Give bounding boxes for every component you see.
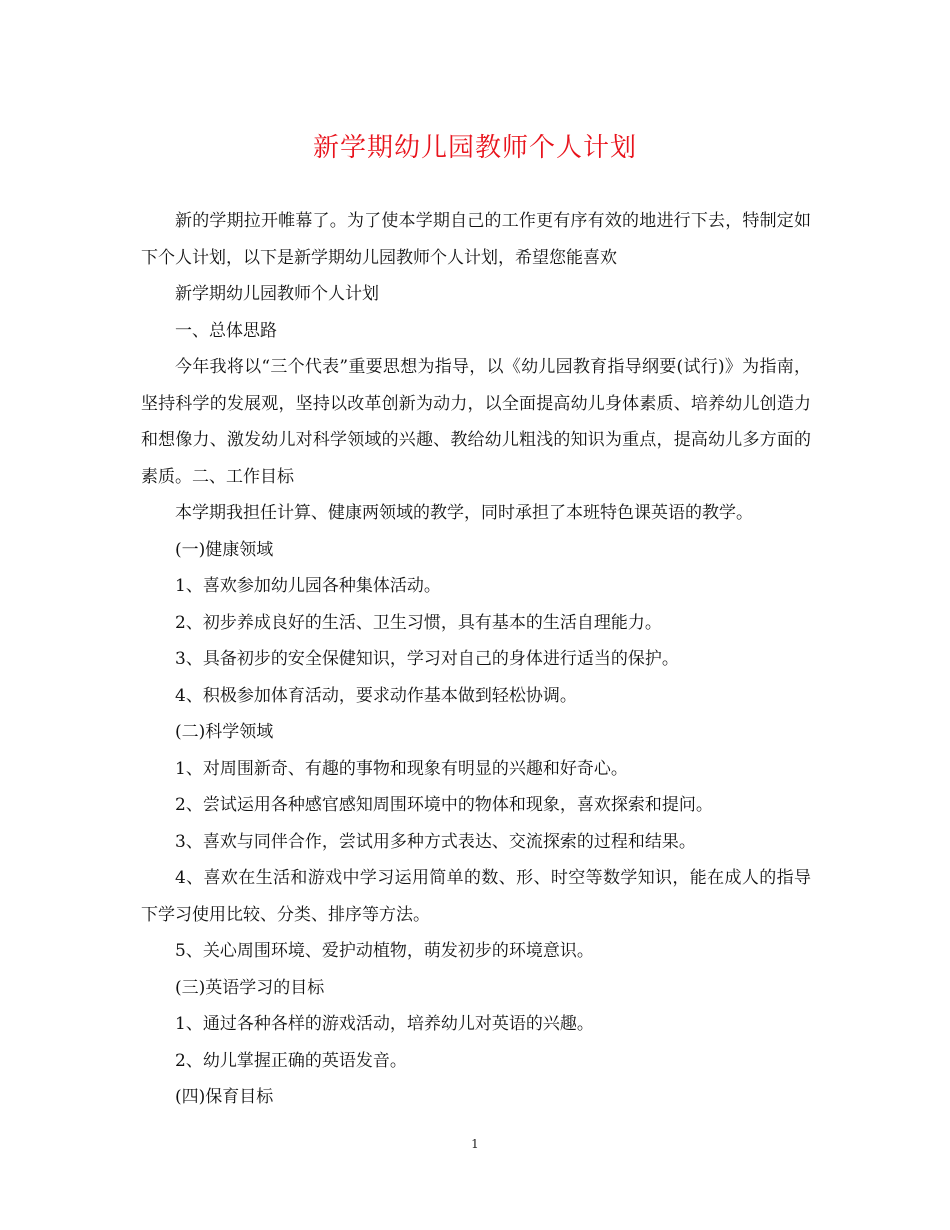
list-item-science-5: 5、关心周围环境、爱护动植物，萌发初步的环境意识。 xyxy=(175,941,594,961)
subsection-heading-care: (四)保育目标 xyxy=(175,1087,274,1107)
paragraph-intro: 新的学期拉开帷幕了。为了使本学期自己的工作更有序有效的地进行下去，特制定如下个人计划，以下是新学期幼儿园教师个人计划，希望您能喜欢 xyxy=(141,211,811,268)
subsection-heading-science: (二)科学领域 xyxy=(175,722,274,742)
list-item-health-2: 2、初步养成良好的生活、卫生习惯，具有基本的生活自理能力。 xyxy=(175,612,662,633)
subsection-heading-english: (三)英语学习的目标 xyxy=(175,977,325,998)
list-item-science-1: 1、对周围新奇、有趣的事物和现象有明显的兴趣和好奇心。 xyxy=(175,758,628,779)
document-body xyxy=(141,203,811,1116)
section-heading-overall-approach: 一、总体思路 xyxy=(175,320,277,341)
list-item-science-4: 4、喜欢在生活和游戏中学习运用简单的数、形、时空等数学知识，能在成人的指导下学习使用比较、分类、排序等方法。 xyxy=(141,868,811,925)
paragraph-overall-approach: 今年我将以“三个代表”重要思想为指导，以《幼儿园教育指导纲要(试行)》为指南，坚持科学的发展观，坚持以改革创新为动力，以全面提高幼儿身体素质、培养幼儿创造力和想像力、激发幼儿对科学领域的兴趣、教给幼儿粗浅的知识为重点，提高幼儿多方面的素质。二、工作目标 xyxy=(141,357,811,487)
page-number: 1 xyxy=(471,1137,479,1151)
list-item-english-2: 2、幼儿掌握正确的英语发音。 xyxy=(175,1050,407,1071)
paragraph-subtitle: 新学期幼儿园教师个人计划 xyxy=(175,284,379,304)
list-item-science-2: 2、尝试运用各种感官感知周围环境中的物体和现象，喜欢探索和提问。 xyxy=(175,795,713,815)
list-item-science-3: 3、喜欢与同伴合作，尝试用多种方式表达、交流探索的过程和结果。 xyxy=(175,831,696,852)
list-item-english-1: 1、通过各种各样的游戏活动，培养幼儿对英语的兴趣。 xyxy=(175,1014,594,1034)
subsection-heading-health: (一)健康领域 xyxy=(175,539,274,560)
list-item-health-1: 1、喜欢参加幼儿园各种集体活动。 xyxy=(175,576,441,596)
paragraph-teaching-assignment: 本学期我担任计算、健康两领域的教学，同时承担了本班特色课英语的教学。 xyxy=(175,503,753,523)
page-title: 新学期幼儿园教师个人计划 xyxy=(312,133,637,163)
list-item-health-4: 4、积极参加体育活动，要求动作基本做到轻松协调。 xyxy=(175,685,577,706)
list-item-health-3: 3、具备初步的安全保健知识，学习对自己的身体进行适当的保护。 xyxy=(175,649,679,669)
